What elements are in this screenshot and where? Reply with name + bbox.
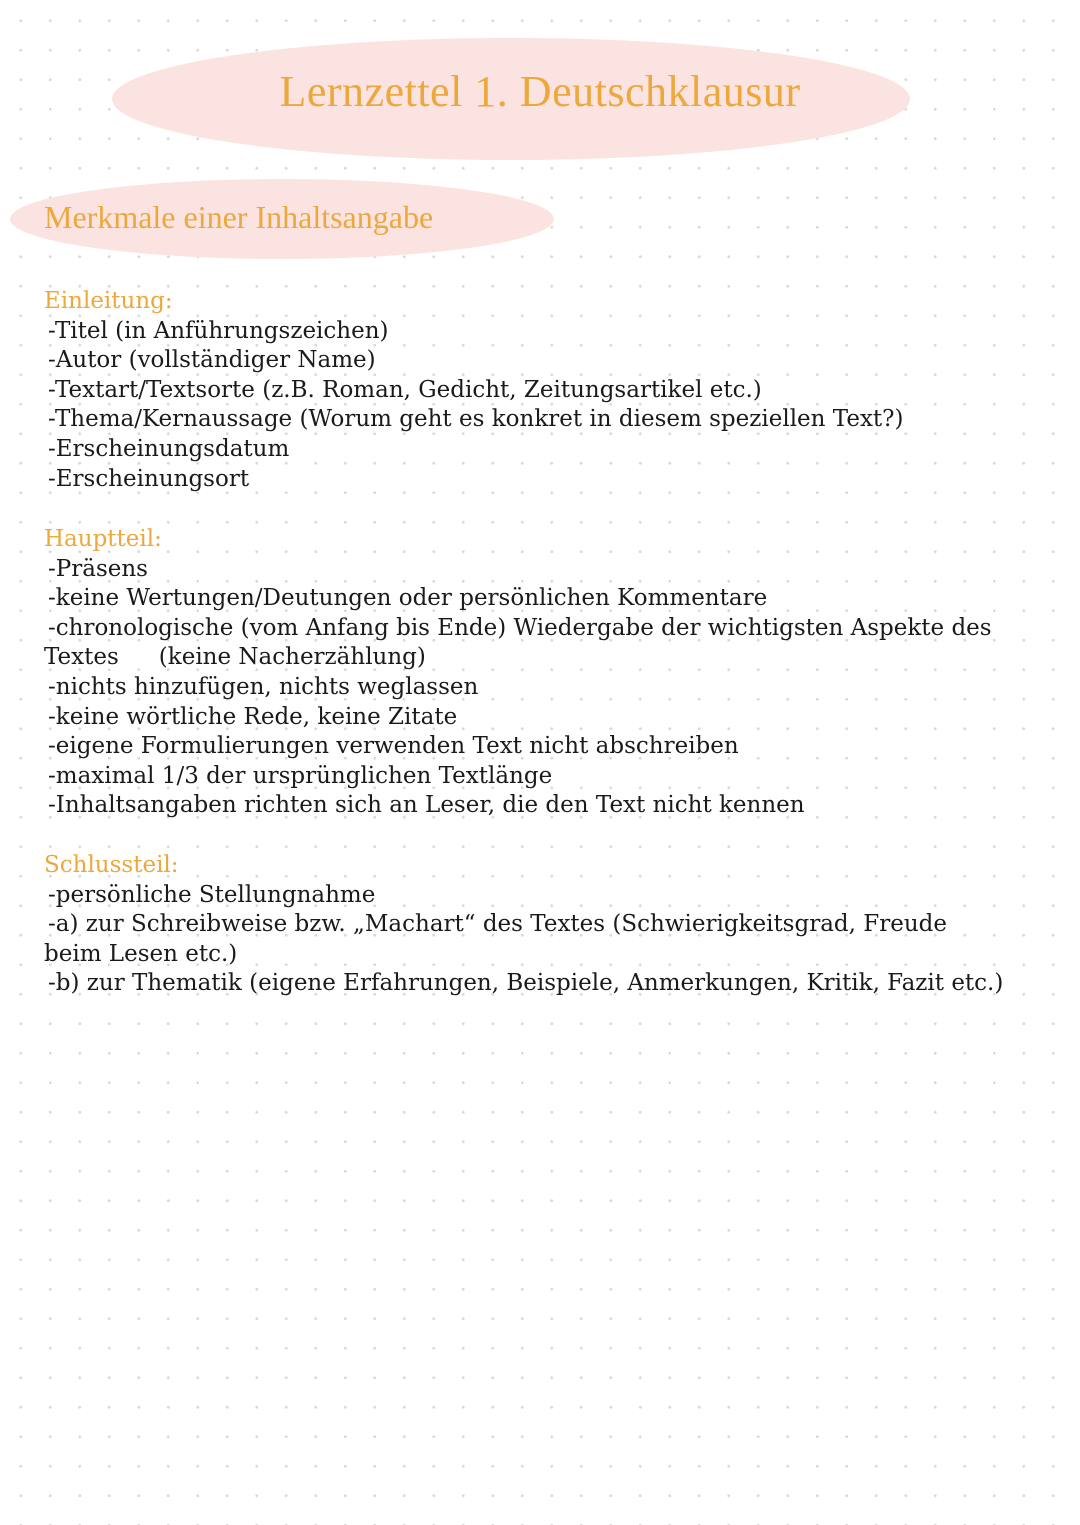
list-item: -Thema/Kernaussage (Worum geht es konkret in diesem speziellen Text?) (48, 406, 904, 433)
section-einleitung (44, 287, 1054, 494)
list-item: -Inhaltsangaben richten sich an Leser, die den Text nicht kennen (48, 792, 805, 819)
list-item (44, 969, 1004, 999)
section-hauptteil (44, 525, 1054, 821)
list-item: -Präsens (48, 555, 148, 582)
list-item: -persönliche Stellungnahme (48, 881, 376, 908)
list-item: -maximal 1/3 der ursprünglichen Textlänge (48, 762, 553, 789)
list-item: -Erscheinungsdatum (48, 435, 290, 462)
list-item: -keine Wertungen/Deutungen oder persönlichen Kommentare (48, 585, 768, 612)
list-item: -Textart/Textsorte (z.B. Roman, Gedicht, Zeitungsartikel etc.) (48, 376, 762, 403)
list-item-text: -b) zur Thematik (eigene Erfahrungen, Beispiele, Anmerkungen, Kritik, Fazit etc.) (48, 970, 1004, 997)
list-item-continuation: Textes (44, 644, 119, 671)
list-item: -Autor (vollständiger Name) (48, 347, 376, 374)
list-item (44, 643, 1054, 673)
list-item: -chronologische (vom Anfang bis Ende) Wiedergabe der wichtigsten Aspekte des (48, 614, 992, 641)
list-item: -nichts hinzufügen, nichts weglassen (48, 673, 479, 700)
list-item: -Erscheinungsort (48, 465, 250, 492)
list-item: -Titel (in Anführungszeichen) (48, 317, 389, 344)
list-item-note: (keine Nacherzählung) (158, 644, 426, 671)
heading-schlussteil: Schlussteil: (44, 852, 179, 878)
list-item-text: -a) zur Schreibweise bzw. „Machart“ des Textes (Schwierigkeitsgrad, Freude beim Lesen etc.) (44, 911, 947, 967)
heading-einleitung: Einleitung: (44, 288, 173, 314)
section-title: Merkmale einer Inhaltsangabe (44, 199, 434, 235)
section-schlussteil (44, 851, 1004, 999)
list-item: -keine wörtliche Rede, keine Zitate (48, 703, 458, 730)
page-title: Lernzettel 1. Deutschklausur (279, 67, 801, 116)
list-item: -eigene Formulierungen verwenden Text nicht abschreiben (48, 733, 739, 760)
heading-hauptteil: Hauptteil: (44, 526, 162, 552)
list-item (44, 910, 1004, 969)
